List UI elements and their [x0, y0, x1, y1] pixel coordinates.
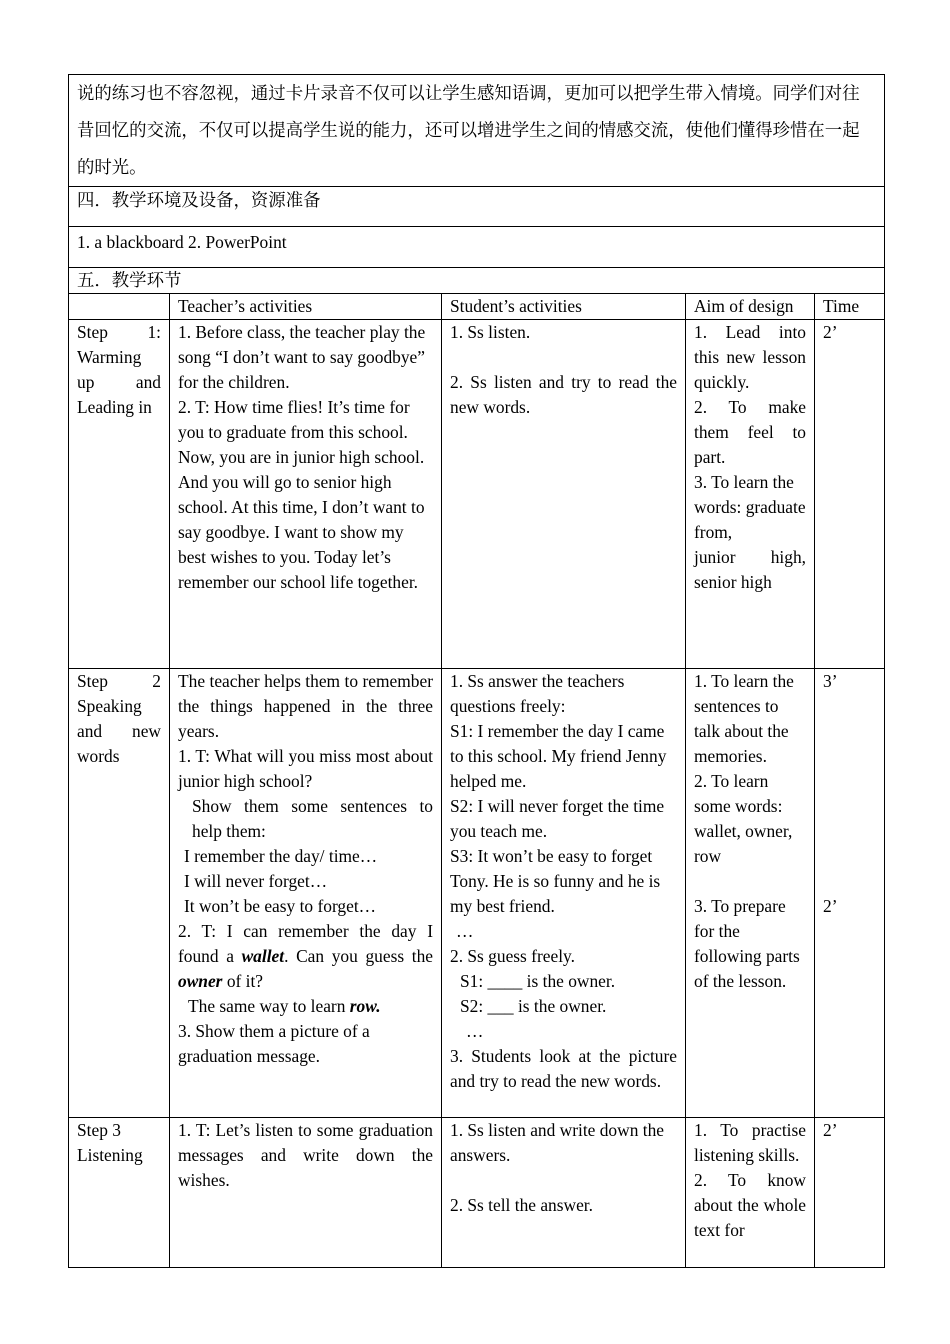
step3-aim-2: 2. To know about the whole text for — [694, 1170, 806, 1240]
step2-teacher-2d-line — [178, 994, 433, 1019]
step1-student-2: 2. Ss listen and try to read the new words. — [450, 372, 677, 417]
step1-time: 2’ — [815, 320, 885, 669]
section4-content-row — [69, 227, 885, 268]
step2-student-guess-1: S1: ____ is the owner. — [460, 971, 616, 991]
header-blank — [69, 294, 170, 320]
step1-aim-2: 2. To make them feel to part. — [694, 397, 806, 467]
step2-time-2: 2’ — [823, 896, 838, 916]
step1-label: Step 1: Warming up and Leading in — [69, 320, 170, 669]
header-time: Time — [815, 294, 885, 320]
step2-teacher-3: 3. Show them a picture of a graduation message. — [178, 1021, 370, 1066]
header-row — [69, 294, 885, 320]
section4-heading: 四．教学环境及设备，资源准备 — [69, 187, 885, 227]
step2-label: Step 2 Speaking and new words — [69, 669, 170, 1118]
step2-student-s3: S3: It won’t be easy to forget Tony. He is so funny and he is my best friend. — [450, 846, 661, 916]
step2-teacher-sentence-3: It won’t be easy to forget… — [184, 896, 377, 916]
word-row: row. — [349, 996, 381, 1016]
step2-teacher-sentence-1: I remember the day/ time… — [184, 846, 378, 866]
step2-student-s2: S2: I will never forget the time you teach me. — [450, 796, 665, 841]
header-student-activities: Student’s activities — [442, 294, 686, 320]
step2-teacher-intro: The teacher helps them to remember the things happened in the three years. — [178, 671, 433, 741]
word-owner: owner — [178, 971, 223, 991]
step2-row — [69, 669, 885, 1118]
step1-teacher — [170, 320, 442, 669]
step1-aim — [686, 320, 815, 669]
step2-aim-3: 3. To prepare for the following parts of the lesson. — [694, 896, 800, 991]
step2-time — [815, 669, 885, 1118]
section5-heading: 五．教学环节 — [69, 268, 885, 294]
step2-student-dots-2: … — [466, 1021, 484, 1041]
step2-teacher-2c: of it? — [226, 971, 264, 991]
step2-student-guess-2: S2: ___ is the owner. — [460, 996, 607, 1016]
step2-student — [442, 669, 686, 1118]
section4-content: 1. a blackboard 2. PowerPoint — [69, 227, 885, 268]
step2-student-3: 3. Students look at the picture and try to read the new words. — [450, 1046, 677, 1091]
step2-student-1: 1. Ss answer the teachers questions freely: — [450, 671, 625, 716]
step2-teacher-1: 1. T: What will you miss most about junior high school? — [178, 746, 433, 791]
step2-teacher-2 — [178, 919, 433, 994]
step2-student-s1: S1: I remember the day I came to this school. My friend Jenny helped me. — [450, 721, 667, 791]
header-aim-of-design: Aim of design — [686, 294, 815, 320]
step3-student — [442, 1118, 686, 1268]
step2-teacher-1b: Show them some sentences to help them: — [192, 796, 433, 841]
lesson-plan-table — [68, 74, 885, 1268]
step3-teacher — [170, 1118, 442, 1268]
step1-aim-1: 1. Lead into this new lesson quickly. — [694, 322, 806, 392]
section5-heading-row — [69, 268, 885, 294]
step3-aim — [686, 1118, 815, 1268]
step2-aim-2: 2. To learn some words: wallet, owner, row — [694, 771, 793, 866]
step1-aim-3a: 3. To learn the words: graduate from, — [694, 472, 806, 542]
step2-aim-1: 1. To learn the sentences to talk about the memories. — [694, 671, 794, 766]
step3-row — [69, 1118, 885, 1268]
step2-student-2: 2. Ss guess freely. — [450, 946, 575, 966]
step3-student-1: 1. Ss listen and write down the answers. — [450, 1120, 664, 1165]
step2-teacher-2d: The same way to learn — [188, 996, 346, 1016]
word-wallet: wallet — [241, 946, 285, 966]
step3-label: Step 3 Listening — [69, 1118, 170, 1268]
step1-row — [69, 320, 885, 669]
step2-teacher — [170, 669, 442, 1118]
step1-aim-3b: junior high, senior high — [694, 547, 806, 592]
header-teacher-activities: Teacher’s activities — [170, 294, 442, 320]
step1-student-1: 1. Ss listen. — [450, 322, 531, 342]
step2-teacher-sentence-2: I will never forget… — [184, 871, 328, 891]
step3-time: 2’ — [815, 1118, 885, 1268]
step1-teacher-2: 2. T: How time flies! It’s time for you to graduate from this school. Now, you are in junior high school. And you will go to senior high school. At this time, I don’t want to say goodbye. I want to show my best wishes to you. Today let’s remember our school life together. — [178, 397, 425, 592]
intro-row — [69, 75, 885, 187]
step2-teacher-2b: . Can you guess the — [284, 946, 433, 966]
step3-teacher-1: 1. T: Let’s listen to some graduation messages and write down the wishes. — [178, 1120, 433, 1190]
step1-teacher-1: 1. Before class, the teacher play the song “I don’t want to say goodbye” for the children. — [178, 322, 426, 392]
step2-student-dots-1: … — [456, 921, 474, 941]
step1-student — [442, 320, 686, 669]
step3-aim-1: 1. To practise listening skills. — [694, 1120, 806, 1165]
step2-teacher-2a: 2. T: I can remember the day I found a — [178, 921, 433, 966]
intro-paragraph: 说的练习也不容忽视，通过卡片录音不仅可以让学生感知语调，更加可以把学生带入情境。同学们对往昔回忆的交流，不仅可以提高学生说的能力，还可以增进学生之间的情感交流，使他们懂得珍惜在一起的时光。 — [69, 75, 885, 187]
step3-student-2: 2. Ss tell the answer. — [450, 1195, 593, 1215]
step2-time-1: 3’ — [823, 671, 838, 691]
section4-heading-row — [69, 187, 885, 227]
step2-aim — [686, 669, 815, 1118]
